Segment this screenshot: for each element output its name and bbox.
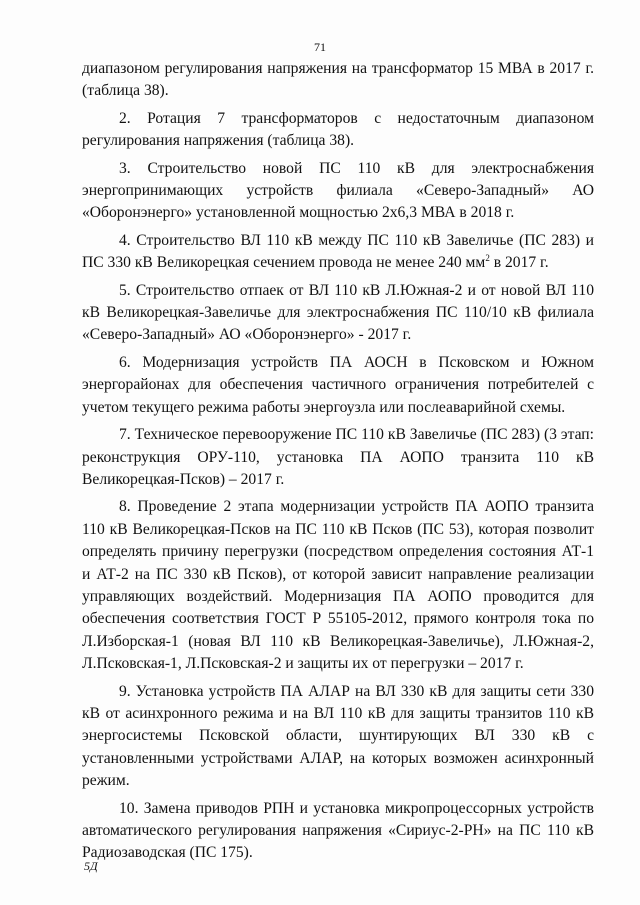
paragraph-7: 7. Техническое перевооружение ПС 110 кВ Завеличье (ПС 283) (3 этап: реконструкция ОРУ-110, установка ПА АОПО транзита 110 кВ Великорецкая-Псков) – 2017 г. [82,426,594,488]
paragraph-4 [82,230,594,275]
paragraph-6: 6. Модернизация устройств ПА АОСН в Псковском и Южном энергорайонах для обеспечения частичного ограничения потребителей с учетом текущего режима работы энергоузла или послеаварийной схемы. [82,353,594,416]
paragraph-10: 10. Замена приводов РПН и установка микропроцессорных устройств автоматического регулирования напряжения «Сириус-2-РН» на ПС 110 кВ Радиозаводская (ПС 175). [82,799,594,862]
paragraph-3: 3. Строительство новой ПС 110 кВ для электроснабжения энергопринимающих устройств филиала «Северо-Западный» АО «Оборонэнерго» установленной мощностью 2х6,3 МВА в 2018 г. [82,159,594,222]
paragraph-8: 8. Проведение 2 этапа модернизации устройств ПА АОПО транзита 110 кВ Великорецкая-Псков на ПС 110 кВ Псков (ПС 53), которая позволит определять причину перегрузки (посредством определения состояния АТ-1 и АТ-2 на ПС 330 кВ Псков), от которой зависит направление реализации управляющих воздействий. Модернизация ПА АОПО проводится для обеспечения соответствия ГОСТ Р 55105-2012, прямого контроля тока по Л.Изборская-1 (новая ВЛ 110 кВ Великорецкая-Завеличье), Л.Южная-2, Л.Псковская-1, Л.Псковская-2 и защиты их от перегрузки – 2017 г. [82,498,594,673]
paragraph-4-text: 4. Строительство ВЛ 110 кВ между ПС 110 кВ Завеличье (ПС 283) и ПС 330 кВ Великорецкая сечением провода не менее 240 мм [82,231,594,272]
paragraph-5: 5. Строительство отпаек от ВЛ 110 кВ Л.Южная-2 и от новой ВЛ 110 кВ Великорецкая-Завеличье для электроснабжения ПС 110/10 кВ филиала «Северо-Западный» АО «Оборонэнерго» - 2017 г. [82,281,594,344]
paragraph-2: 2. Ротация 7 трансформаторов с недостаточным диапазоном регулирования напряжения (таблица 38). [82,109,594,150]
footer-mark: 5Д [84,859,98,873]
paragraph-4-tail: в 2017 г. [489,254,549,272]
superscript-squared: 2 [485,253,490,264]
paragraph-1-continuation: диапазоном регулирования напряжения на трансформатор 15 МВА в 2017 г. (таблица 38). [82,60,594,100]
document-body [82,58,594,870]
paragraph-9: 9. Установка устройств ПА АЛАР на ВЛ 330 кВ для защиты сети 330 кВ от асинхронного режима и на ВЛ 110 кВ для защиты транзитов 110 кВ энергосистемы Псковской области, шунтирующих ВЛ 330 кВ с установленными устройствами АЛАР, на которых возможен асинхронный режим. [82,682,594,790]
page-number: 71 [314,40,326,54]
